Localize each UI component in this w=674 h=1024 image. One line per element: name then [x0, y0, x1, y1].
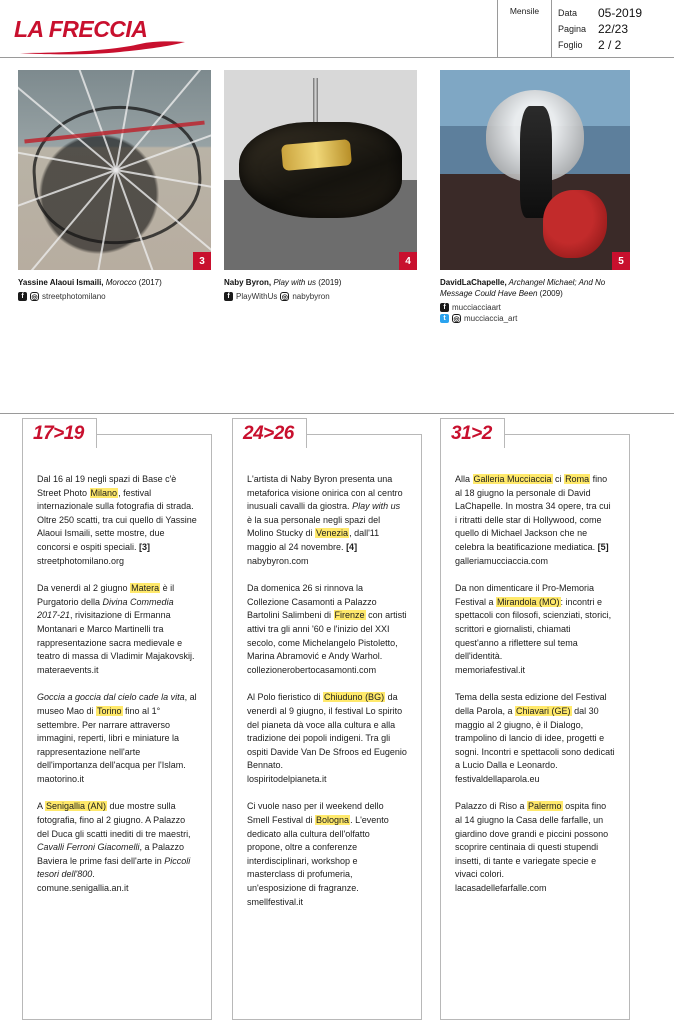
- social-line[interactable]: [440, 303, 630, 312]
- column-title: 24>26: [232, 418, 307, 448]
- photo-block-2: [224, 70, 417, 303]
- photo-badge: 4: [399, 252, 417, 270]
- photo-caption: [440, 277, 630, 299]
- photo-image-carousel-horse: [224, 70, 417, 270]
- photo-author: Yassine Alaoui Ismaili,: [18, 278, 104, 287]
- logo-text: LA FRECCIA: [14, 16, 148, 42]
- meta-labels: [552, 0, 594, 58]
- social-handle: nabybyron: [292, 292, 330, 301]
- twitter-icon: t: [440, 314, 449, 323]
- column-body: [441, 435, 629, 906]
- social-handle: PlayWithUs: [236, 292, 278, 301]
- social-line[interactable]: [440, 314, 630, 323]
- photo-year: (2017): [136, 278, 162, 287]
- photo-year: (2019): [316, 278, 342, 287]
- facebook-icon: f: [224, 292, 233, 301]
- photo-caption: [18, 277, 211, 288]
- photo-image-archangel: [440, 70, 630, 270]
- photo-author: DavidLaChapelle,: [440, 278, 507, 287]
- social-handle: mucciaccia_art: [464, 314, 518, 323]
- entry-casamonti-firenze: Da domenica 26 si rinnova la Collezione Casamonti a Palazzo Bartolini Salimbeni di Firenze con artisti attivi tra gli anni '60 e l'inizio del XXI secolo, come Michelangelo Pistoletto, Marina Abramović e Andy Warhol. collezionerobertocasamonti.com: [247, 583, 407, 675]
- entry-matera-purgatorio: Da venerdì al 2 giugno Matera è il Purgatorio della Divina Commedia 2017-21, rivisitazione di Ermanna Montanari e Marco Martinelli tra rappresentazione sacra medievale e teatro di massa di Vladimir Majakovskij. materaevents.it: [37, 583, 195, 675]
- column-title: 31>2: [440, 418, 505, 448]
- entry-smell-festival: Ci vuole naso per il weekend dello Smell Festival di Bologna. L'evento dedicato alla cultura dell'olfatto propone, oltre a conferenze interdisciplinari, workshop e masterclass di profumeria, un'esposizione di fragranze. smellfestival.it: [247, 801, 389, 907]
- instagram-icon: ◎: [453, 316, 460, 323]
- photo-socials: [18, 292, 211, 301]
- photo-badge: 5: [612, 252, 630, 270]
- photo-author: Naby Byron,: [224, 278, 272, 287]
- social-line[interactable]: [18, 292, 211, 301]
- photo-socials: [224, 292, 417, 301]
- photo-work-title: Play with us: [271, 278, 317, 287]
- entry-naby-byron: L'artista di Naby Byron presenta una metaforica visione onirica con al centro inusuali cavalli da giostra. Play with us è la sua personale negli spazi del Molino Stucky di Venezia, dall'11 maggio al 24 novembre. [4] nabybyron.com: [247, 474, 403, 566]
- column-title: 17>19: [22, 418, 97, 448]
- photo-block-1: [18, 70, 211, 303]
- entry-base-street-photo: Dal 16 al 19 negli spazi di Base c'è Street Photo Milano, festival internazionale sulla fotografia di strada. Oltre 250 scatti, tra cui quello di Yassine Alaoui Ismaili, sette mostre, due concorsi e ospiti speciali. [3] streetphotomilano.org: [37, 474, 197, 566]
- entry-chiavari: Tema della sesta edizione del Festival della Parola, a Chiavari (GE) dal 30 maggio al 2 giugno, è il Dialogo, trampolino di lancio di idee, progetti e sogni. Incontri e spettacoli sono dedicati a Lucio Dalla e Leonardo. festivaldellaparola.eu: [455, 692, 615, 784]
- facebook-icon: f: [18, 292, 27, 301]
- entry-lachapelle-roma: Alla Galleria Mucciaccia ci Roma fino al 18 giugno la personale di David LaChapelle. In mostra 34 opere, tra cui i ritratti delle star di Hollywood, come quello di Michael Jackson che ne celebra la beatificazione mediatica. [5] galleriamucciaccia.com: [455, 474, 611, 566]
- instagram-icon: ◎: [31, 294, 38, 301]
- instagram-icon: ◎: [281, 294, 288, 301]
- photo-socials: [440, 303, 630, 323]
- entry-chiuduno: Al Polo fieristico di Chiuduno (BG) da venerdì al 9 giugno, il festival Lo spirito del pianeta dà voce alla cultura e alla tradizione dei popoli indigeni. Tra gli ospiti Davide Van De Sfroos ed Eugenio Bennato. lospiritodelpianeta.it: [247, 692, 407, 784]
- column-body: [23, 435, 211, 906]
- events-column-17-19: [22, 423, 212, 1020]
- photo-work-title: Archangel Michael; And No Message Could Have Been: [440, 278, 606, 298]
- photo-block-3: [440, 70, 630, 325]
- masthead-logo: [14, 14, 189, 48]
- meta-values: [594, 0, 674, 58]
- meta-label-foglio: Foglio: [558, 40, 583, 50]
- column-body: [233, 435, 421, 919]
- events-column-31-2: [440, 423, 630, 1020]
- clipping-meta-box: [497, 0, 674, 58]
- photo-badge: 3: [193, 252, 211, 270]
- social-handle: mucciacciaart: [452, 303, 501, 312]
- facebook-icon: f: [440, 303, 449, 312]
- social-handle: streetphotomilano: [42, 292, 106, 301]
- meta-label-data: Data: [558, 8, 578, 18]
- entry-senigallia: A Senigallia (AN) due mostre sulla fotografia, fino al 2 giugno. A Palazzo del Duca gli scatti inediti di tre maestri, Cavalli Ferroni Giacomelli, a Palazzo Baviera le prime fasi dell'arte in Piccoli tesori dell'800. comune.senigallia.an.it: [37, 801, 191, 894]
- meta-label-pagina: Pagina: [558, 24, 587, 34]
- photo-year: (2009): [537, 289, 563, 298]
- social-line[interactable]: [224, 292, 417, 301]
- page-header: [0, 0, 674, 58]
- meta-value-pagina: 22/23: [598, 22, 629, 36]
- entry-mirandola: Da non dimenticare il Pro-Memoria Festival a Mirandola (MO): incontri e spettacoli con filosofi, scienziati, storici, scrittori e giornalisti, chiamati quest'anno a riflettere sul tema dell'identità. memoriafestival.it: [455, 583, 612, 675]
- meta-value-foglio: 2 / 2: [598, 38, 622, 52]
- photo-caption: [224, 277, 417, 288]
- meta-value-data: 05-2019: [598, 6, 643, 20]
- events-listing: [0, 413, 674, 1024]
- events-column-24-26: [232, 423, 422, 1020]
- photo-image-bicycle: [18, 70, 211, 270]
- logo-swoosh-icon: [20, 41, 186, 55]
- entry-palermo-farfalle: Palazzo di Riso a Palermo ospita fino al 14 giugno la Casa delle farfalle, un giardino dove grandi e piccini possono scoprire centinaia di questi stupendi insetti, di tante e variegate specie e vivaci colori. lacasadellefarfalle.com: [455, 801, 609, 894]
- periodicity-label: Mensile: [498, 0, 552, 58]
- entry-torino-goccia: Goccia a goccia dal cielo cade la vita, al museo Mao di Torino fino al 1° settembre. Per narrare attraverso immagini, reperti, libri e miniature la rappresentazione nell'arte dell'importanza dell'acqua per l'Islam. maotorino.it: [37, 692, 197, 784]
- photo-work-title: Morocco: [103, 278, 137, 287]
